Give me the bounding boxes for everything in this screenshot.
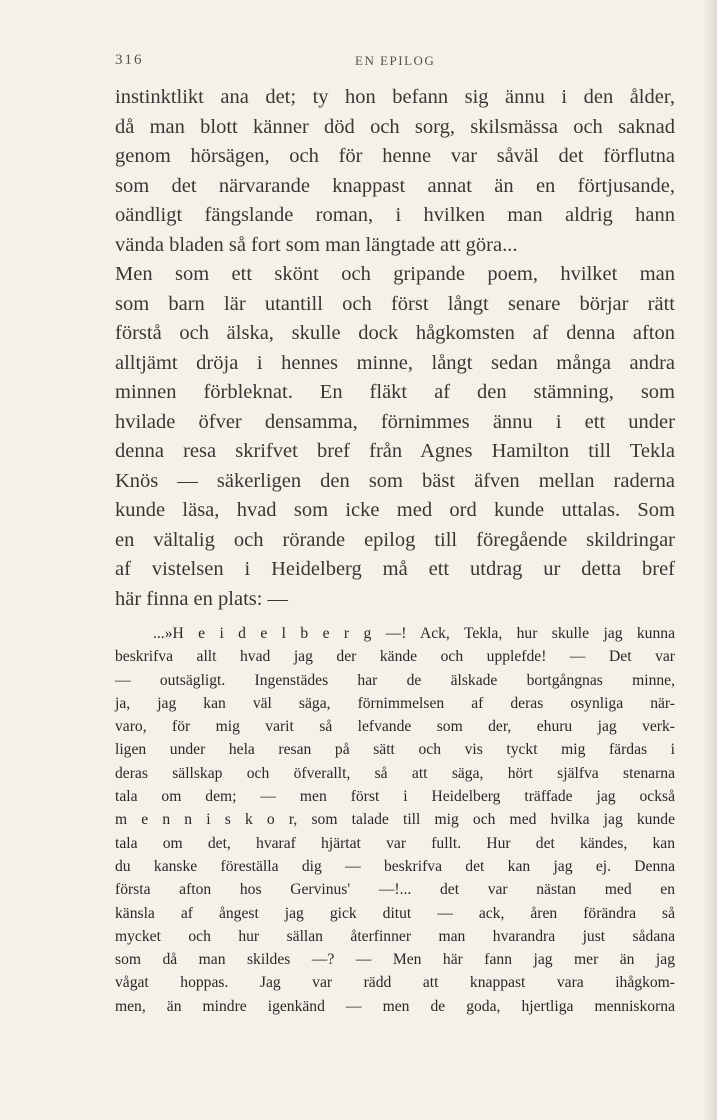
quote-line: m e n n i s k o r, som talade till mig och med hvilka jag kunde <box>115 811 675 829</box>
letter-excerpt <box>115 622 675 1018</box>
running-title: EN EPILOG <box>355 53 436 68</box>
body-line: genom hörsägen, och för henne var såväl det förflutna <box>115 145 675 167</box>
page-number: 316 <box>115 52 144 68</box>
body-line: förstå och älska, skulle dock hågkomsten af denna afton <box>115 322 675 344</box>
quote-line: beskrifva allt hvad jag der kände och upplefde! — Det var <box>115 648 675 666</box>
body-line: oändligt fängslande roman, i hvilken man aldrig hann <box>115 204 675 226</box>
body-line: denna resa skrifvet bref från Agnes Hamilton till Tekla <box>115 440 675 462</box>
quote-line: du kanske föreställa dig — beskrifva det kan jag ej. Denna <box>115 857 675 875</box>
quote-line: tala om dem; — men först i Heidelberg träffade jag också <box>115 788 675 806</box>
quote-line: varo, för mig varit så lefvande som der, ehuru jag verk- <box>115 718 675 736</box>
body-line: alltjämt dröja i hennes minne, långt sedan många andra <box>115 351 675 374</box>
page-header <box>115 52 675 72</box>
quote-line: — outsägligt. Ingenstädes har de älskade bortgångnas minne, <box>115 671 675 689</box>
body-line: som det närvarande knappast annat än en förtjusande, <box>115 174 675 197</box>
body-line: Men som ett skönt och gripande poem, hvilket man <box>115 263 675 285</box>
body-line: vända bladen så fort som man längtade att göra... <box>115 233 518 256</box>
quote-line: tala om det, hvaraf hjärtat var fullt. Hur det kändes, kan <box>115 834 675 852</box>
body-line: kunde läsa, hvad som icke med ord kunde uttalas. Som <box>115 499 675 521</box>
quote-line: ...»H e i d e l b e r g —! Ack, Tekla, hur skulle jag kunna <box>153 625 675 642</box>
quote-line: första afton hos Gervinus' —!... det var nästan med en <box>115 881 675 899</box>
body-line: minnen förbleknat. En fläkt af den stämning, som <box>115 381 675 403</box>
quote-line: vågat hoppas. Jag var rädd att knappast vara ihågkom- <box>115 974 675 992</box>
body-line: då man blott känner död och sorg, skilsmässa och saknad <box>115 115 675 138</box>
body-line: af vistelsen i Heidelberg må ett utdrag ur detta bref <box>115 558 675 580</box>
quote-line: känsla af ångest jag gick ditut — ack, åren förändra så <box>115 904 675 922</box>
quote-line: ja, jag kan väl säga, förnimmelsen af deras osynliga när- <box>115 694 675 712</box>
body-line: instinktlikt ana det; ty hon befann sig ännu i den ålder, <box>115 86 675 108</box>
body-line: här finna en plats: — <box>115 587 289 610</box>
body-line: hvilade öfver densamma, förnimmes ännu i ett under <box>115 410 675 433</box>
quote-line: men, än mindre igenkänd — men de goda, hjertliga menniskorna <box>115 997 675 1015</box>
quote-line: deras sällskap och öfverallt, så att säga, hört själfva stenarna <box>115 764 675 782</box>
body-line: en vältalig och rörande epilog till föregående skildringar <box>115 528 675 551</box>
quote-line: mycket och hur sällan återfinner man hvarandra just sådana <box>115 927 675 945</box>
body-line: som barn lär utantill och först långt senare börjar rätt <box>115 292 675 315</box>
quote-line: som då man skildes —? — Men här fann jag mer än jag <box>115 951 675 969</box>
body-line: Knös — säkerligen den som bäst äfven mellan raderna <box>115 469 675 492</box>
quote-line: ligen under hela resan på sätt och vis tyckt mig färdas i <box>115 741 675 759</box>
body-paragraph <box>115 83 675 614</box>
page-edge <box>703 0 717 1120</box>
